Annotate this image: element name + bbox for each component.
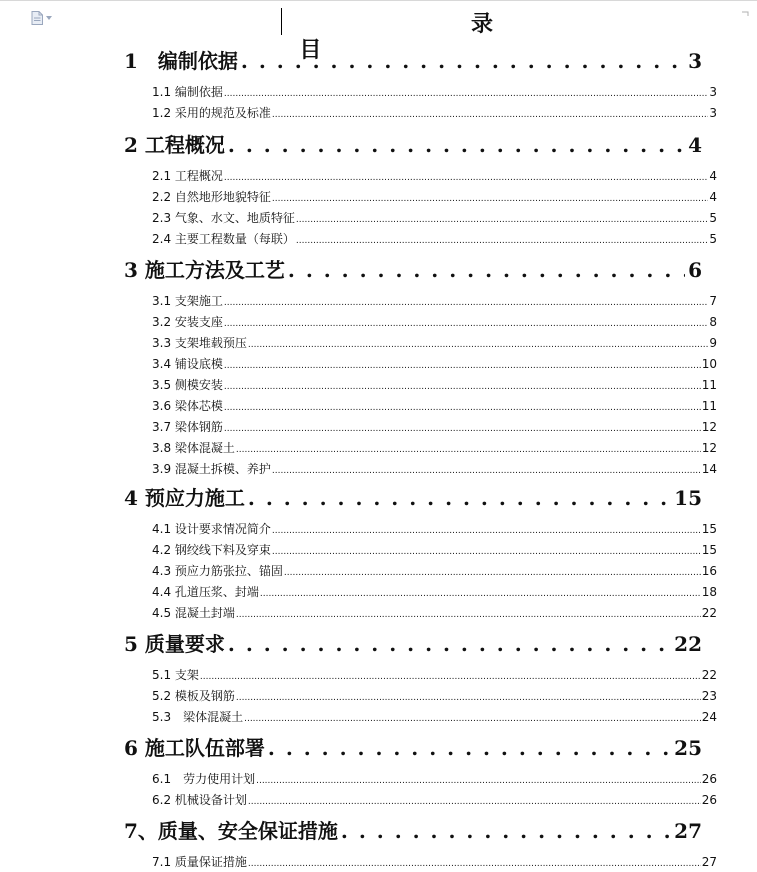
toc-section-title: 4.4 孔道压浆、封端: [152, 585, 259, 599]
document-icon: [31, 11, 43, 25]
toc-page-number: 8: [709, 315, 717, 329]
toc-page-number: 27: [701, 855, 717, 869]
toc-section-title: 3.9 混凝土拆模、养护: [152, 462, 271, 476]
toc-page-number: 9: [709, 336, 717, 350]
toc-page-number: 7: [709, 294, 717, 308]
toc-page-number: 11: [701, 378, 717, 392]
toc-leader-dots: [236, 605, 701, 623]
document-menu[interactable]: [31, 11, 57, 25]
toc-page-number: 12: [701, 420, 717, 434]
toc-chapter-title: 5 质量要求: [124, 632, 225, 656]
toc-page-number: 23: [701, 689, 717, 703]
toc-section-title: 2.1 工程概况: [152, 169, 223, 183]
toc-page-number: 3: [709, 106, 717, 120]
toc-section-title: 2.3 气象、水文、地质特征: [152, 211, 295, 225]
toc-section-title: 7.1 质量保证措施: [152, 855, 247, 869]
toc-entry-chapter-3[interactable]: [124, 257, 702, 283]
toc-chapter-title: 2 工程概况: [124, 133, 225, 157]
toc-section-title: 1.1 编制依据: [152, 85, 223, 99]
toc-leader-dots: [272, 461, 701, 479]
toc-entry-section[interactable]: [152, 314, 717, 330]
toc-page-number: 12: [701, 441, 717, 455]
toc-leader-dots: [268, 735, 671, 761]
toc-entry-section[interactable]: [152, 854, 717, 870]
page-top-border: [0, 0, 757, 1]
toc-entry-section[interactable]: [152, 356, 717, 372]
toc-entry-chapter-5[interactable]: [124, 631, 702, 657]
toc-page-number: 10: [701, 357, 717, 371]
toc-section-title: 3.7 梁体钢筋: [152, 420, 223, 434]
text-boundary-corner-icon: [742, 6, 752, 16]
toc-page-number: 5: [709, 232, 717, 246]
toc-page-number: 26: [701, 772, 717, 786]
toc-leader-dots: [228, 132, 685, 158]
toc-leader-dots: [296, 231, 708, 249]
toc-section-title: 2.4 主要工程数量（每联）: [152, 232, 295, 246]
toc-leader-dots: [228, 631, 671, 657]
toc-entry-section[interactable]: [152, 521, 717, 537]
toc-page-number: 27: [674, 819, 702, 843]
toc-leader-dots: [224, 84, 708, 102]
toc-leader-dots: [341, 818, 671, 844]
toc-page-number: 16: [701, 564, 717, 578]
toc-entry-chapter-2[interactable]: [124, 132, 702, 158]
toc-page-number: 18: [701, 585, 717, 599]
toc-section-title: 4.1 设计要求情况简介: [152, 522, 271, 536]
toc-page-number: 24: [701, 710, 717, 724]
toc-entry-section[interactable]: [152, 542, 717, 558]
toc-entry-section[interactable]: [152, 667, 717, 683]
toc-chapter-title: 4 预应力施工: [124, 486, 245, 510]
toc-section-title: 3.8 梁体混凝土: [152, 441, 235, 455]
toc-leader-dots: [236, 688, 701, 706]
toc-entry-section[interactable]: [152, 792, 717, 808]
toc-entry-section[interactable]: [152, 189, 717, 205]
toc-leader-dots: [241, 48, 685, 74]
toc-chapter-title: 6 施工队伍部署: [124, 736, 265, 760]
text-cursor: [281, 8, 282, 35]
toc-page-number: 15: [701, 543, 717, 557]
toc-leader-dots: [224, 168, 708, 186]
toc-title-char-1: 目: [299, 37, 322, 63]
toc-leader-dots: [248, 335, 708, 353]
toc-chapter-title: 3 施工方法及工艺: [124, 258, 285, 282]
toc-leader-dots: [236, 440, 701, 458]
toc-entry-section[interactable]: [152, 293, 717, 309]
toc-section-title: 3.1 支架施工: [152, 294, 223, 308]
toc-entry-section[interactable]: [152, 377, 717, 393]
toc-section-title: 4.2 钢绞线下料及穿束: [152, 543, 271, 557]
toc-leader-dots: [224, 356, 701, 374]
toc-section-title: 6.1 劳力使用计划: [152, 772, 256, 786]
toc-section-title: 3.5 侧模安装: [152, 378, 223, 392]
toc-entry-section[interactable]: [152, 688, 717, 704]
toc-leader-dots: [224, 377, 701, 395]
toc-leader-dots: [248, 792, 701, 810]
toc-entry-chapter-7[interactable]: [124, 818, 702, 844]
toc-entry-section[interactable]: [152, 84, 717, 100]
toc-entry-section[interactable]: [152, 419, 717, 435]
toc-leader-dots: [284, 563, 701, 581]
toc-leader-dots: [224, 293, 708, 311]
toc-section-title: 3.2 安装支座: [152, 315, 223, 329]
toc-section-title: 5.1 支架: [152, 668, 199, 682]
toc-leader-dots: [288, 257, 685, 283]
toc-leader-dots: [272, 189, 708, 207]
toc-page-number: 5: [709, 211, 717, 225]
toc-entry-section[interactable]: [152, 398, 717, 414]
toc-section-title: 3.4 铺设底模: [152, 357, 223, 371]
toc-section-title: 6.2 机械设备计划: [152, 793, 247, 807]
toc-section-title: 2.2 自然地形地貌特征: [152, 190, 271, 204]
toc-leader-dots: [272, 105, 708, 123]
toc-leader-dots: [272, 542, 701, 560]
toc-leader-dots: [248, 854, 701, 872]
toc-entry-section[interactable]: [152, 231, 717, 247]
toc-page-number: 6: [688, 258, 702, 282]
toc-leader-dots: [224, 314, 708, 332]
toc-leader-dots: [200, 667, 701, 685]
toc-leader-dots: [224, 398, 701, 416]
toc-page-number: 4: [688, 133, 702, 157]
toc-section-title: 3.6 梁体芯模: [152, 399, 223, 413]
toc-entry-section[interactable]: [152, 210, 717, 226]
toc-page-number: 26: [701, 793, 717, 807]
chevron-down-icon: [46, 16, 52, 20]
toc-leader-dots: [256, 771, 701, 789]
toc-entry-section[interactable]: [152, 105, 717, 121]
toc-entry-chapter-4[interactable]: [124, 485, 702, 511]
toc-section-title: 3.3 支架堆载预压: [152, 336, 247, 350]
toc-section-title: 5.2 模板及钢筋: [152, 689, 235, 703]
toc-page-number: 3: [688, 49, 702, 73]
toc-section-title: 5.3 梁体混凝土: [152, 710, 244, 724]
toc-entry-section[interactable]: [152, 461, 717, 477]
toc-chapter-title: 7、质量、安全保证措施: [124, 819, 338, 843]
toc-entry-section[interactable]: [152, 335, 717, 351]
toc-section-title: 4.5 混凝土封端: [152, 606, 235, 620]
toc-chapter-title: 1 编制依据: [124, 49, 238, 73]
toc-page-number: 22: [701, 606, 717, 620]
toc-page-number: 15: [701, 522, 717, 536]
toc-entry-chapter-1[interactable]: [124, 48, 702, 74]
toc-entry-section[interactable]: [152, 605, 717, 621]
toc-page-number: 25: [674, 736, 702, 760]
toc-page-number: 4: [709, 169, 717, 183]
toc-leader-dots: [248, 485, 671, 511]
toc-page-number: 4: [709, 190, 717, 204]
toc-leader-dots: [224, 419, 701, 437]
toc-page-number: 22: [701, 668, 717, 682]
toc-entry-section[interactable]: [152, 709, 717, 725]
toc-entry-section[interactable]: [152, 440, 717, 456]
toc-entry-section[interactable]: [152, 168, 717, 184]
toc-leader-dots: [272, 521, 701, 539]
toc-leader-dots: [260, 584, 701, 602]
toc-entry-section[interactable]: [152, 563, 717, 579]
toc-entry-chapter-6[interactable]: [124, 735, 702, 761]
toc-page-number: 22: [674, 632, 702, 656]
toc-title-char-2: 录: [471, 11, 494, 37]
toc-section-title: 4.3 预应力筋张拉、锚固: [152, 564, 283, 578]
toc-page-number: 14: [701, 462, 717, 476]
toc-leader-dots: [296, 210, 708, 228]
toc-section-title: 1.2 采用的规范及标准: [152, 106, 271, 120]
toc-page-number: 11: [701, 399, 717, 413]
toc-page-number: 15: [674, 486, 702, 510]
toc-page-number: 3: [709, 85, 717, 99]
toc-entry-section[interactable]: [152, 771, 717, 787]
toc-leader-dots: [244, 709, 701, 727]
toc-entry-section[interactable]: [152, 584, 717, 600]
